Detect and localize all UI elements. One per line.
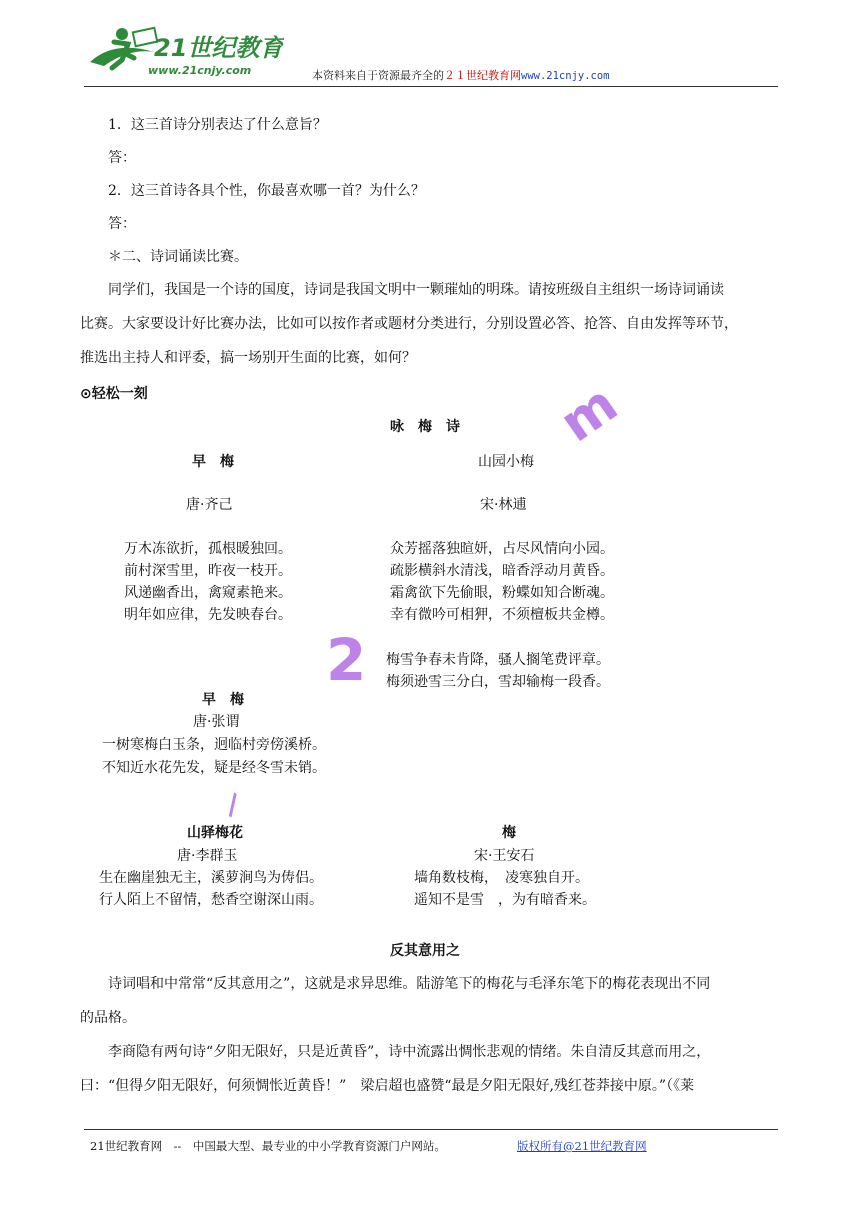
answer-2-label: 答：: [108, 216, 136, 232]
poem-author: 唐·张谓: [193, 714, 240, 730]
section-heading: ＊二、诗词诵读比赛。: [108, 249, 248, 265]
poem-line: 遥知不是雪 ，为有暗香来。: [414, 892, 596, 908]
poem-line: 万木冻欲折，孤根暖独回。: [124, 541, 292, 557]
poem-author: 宋·林逋: [480, 497, 527, 513]
poem-line: 前村深雪里，昨夜一枝开。: [124, 563, 292, 579]
poem-line: 众芳摇落独暄妍，占尽风情向小园。: [390, 541, 614, 557]
paragraph-line: 推选出主持人和评委，搞一场别开生面的比赛，如何？: [80, 350, 416, 366]
tagline-prefix: 本资料来自于资源最齐全的: [312, 69, 444, 82]
logo: [84, 22, 284, 82]
poem-line: 不知近水花先发，疑是经冬雪未销。: [102, 760, 326, 776]
poem-author: 宋·王安石: [474, 848, 535, 864]
header-tagline: [312, 67, 610, 83]
relax-heading: ⊙轻松一刻: [80, 386, 148, 402]
footer-divider: [84, 1129, 778, 1130]
paragraph-line: 的品格。: [80, 1010, 136, 1026]
question-2: 2．这三首诗各具个性，你最喜欢哪一首？为什么？: [108, 183, 425, 199]
logo-url: www.21cnjy.com: [148, 64, 252, 77]
poem-title: 山驿梅花: [187, 825, 243, 841]
poem-line: 梅雪争春未肯降，骚人搁笔费评章。: [386, 652, 610, 668]
paragraph-line: 李商隐有两句诗“夕阳无限好，只是近黄昏”，诗中流露出惆怅悲观的情绪。朱自清反其意而用之，: [108, 1044, 711, 1060]
poem-line: 明年如应律，先发映春台。: [124, 607, 292, 623]
poem-line: 一树寒梅白玉条，迥临村旁傍溪桥。: [102, 737, 326, 753]
watermark-m: m: [549, 373, 629, 455]
poem-title: 梅: [502, 825, 516, 841]
answer-1-label: 答：: [108, 150, 136, 166]
logo-text: 21世纪教育: [154, 34, 284, 62]
paragraph-line: 诗词唱和中常常“反其意用之”，这就是求异思维。陆游笔下的梅花与毛泽东笔下的梅花表现出不同: [108, 976, 711, 992]
poem-line: 梅须逊雪三分白，雪却输梅一段香。: [386, 674, 610, 690]
poem-line: 幸有微吟可相狎，不须檀板共金樽。: [390, 607, 614, 623]
poem-line: 生在幽崖独无主，溪萝涧鸟为俦侣。: [99, 870, 323, 886]
poem-line: 风递幽香出，禽窥素艳来。: [124, 585, 292, 601]
header-divider: [84, 86, 778, 87]
watermark-stroke: \: [220, 787, 246, 822]
poem-title: 早 梅: [202, 692, 244, 708]
tagline-site-name: ２１世纪教育网: [444, 69, 521, 82]
paragraph-line: 比赛。大家要设计好比赛办法，比如可以按作者或题材分类进行，分别设置必答、抢答、自由发挥等环节，: [80, 316, 738, 332]
tagline-url[interactable]: www.21cnjy.com: [521, 70, 610, 82]
poem-line: 墙角数枝梅， 凌寒独自开。: [414, 870, 589, 886]
poem-author: 唐·李群玉: [177, 848, 238, 864]
paragraph-line: 同学们，我国是一个诗的国度，诗词是我国文明中一颗璀灿的明珠。请按班级自主组织一场诗词诵读: [108, 282, 724, 298]
footer-copyright-link[interactable]: 版权所有@21世纪教育网: [517, 1139, 647, 1153]
poems-title: 咏 梅 诗: [390, 419, 460, 435]
footer-text: 21世纪教育网 -- 中国最大型、最专业的中小学教育资源门户网站。: [90, 1139, 446, 1153]
poem-title: 早 梅: [192, 454, 234, 470]
paragraph-line: 曰：“但得夕阳无限好，何须惆怅近黄昏！” 梁启超也盛赞“最是夕阳无限好,残红苍莽接中原。”（《莱: [80, 1078, 695, 1094]
poem-line: 疏影横斜水清浅，暗香浮动月黄昏。: [390, 563, 614, 579]
question-1: 1．这三首诗分别表达了什么意旨？: [108, 117, 327, 133]
essay-title: 反其意用之: [390, 943, 460, 959]
poem-line: 行人陌上不留情，愁香空谢深山雨。: [99, 892, 323, 908]
poem-line: 霜禽欲下先偷眼，粉蝶如知合断魂。: [390, 585, 614, 601]
watermark-2: 2: [326, 626, 367, 694]
poem-author: 唐·齐己: [186, 497, 233, 513]
poem-title: 山园小梅: [478, 454, 534, 470]
